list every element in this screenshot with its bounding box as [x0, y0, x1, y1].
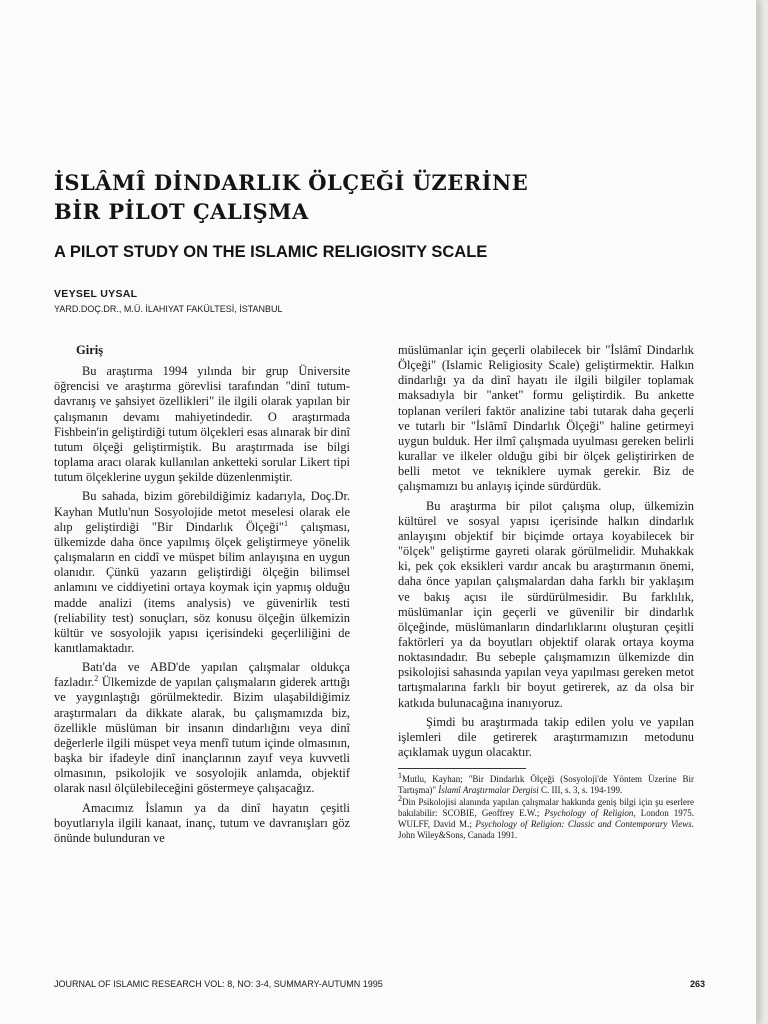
footnote-2: [398, 793, 695, 842]
footnote-ref: 1: [283, 518, 288, 528]
footnote-book-title: Psychology of Religion: Classic and Contemporary Views: [475, 819, 692, 830]
footnote-number: 1: [398, 771, 402, 781]
paragraph: Bu araştırma 1994 yılında bir grup Üniversite öğrencisi ve araştırma görevlisi tarafından "dinî tutum-davranış ve şahsiyet özellikleri" ile ilgili olarak yapılan bir çalışmanın devamı mahiyetindedir. O araştırmada Fishbein'in geliştirdiği tutum ölçekleri esas alınarak bir dinî tutum ölçeği geliştirmiştik. Bu araştırmada ise bilgi toplama aracı olarak kullanılan anketteki sorular Likert tipi tutum ölçeklerine uygun şekilde düzenlenmiştir.: [54, 364, 350, 485]
text-column-right: [398, 343, 694, 841]
paragraph: [54, 489, 350, 656]
footnote-ref: 2: [94, 674, 99, 684]
page-number: 263: [690, 979, 706, 989]
title-line-2: BİR PİLOT ÇALIŞMA: [54, 199, 309, 224]
footnote-text: Mutlu, Kayhan; "Bir Dindarlık Ölçeği (Sosyoloji'de Yöntem Üzerine Bir Tartışma)": [398, 774, 694, 796]
article-title-turkish: [54, 168, 694, 226]
article-title-english: A PILOT STUDY ON THE ISLAMIC RELIGIOSITY SCALE: [54, 243, 488, 261]
paragraph: Amacımız İslamın ya da dinî hayatın çeşitli boyutlarıyla ilgili kanaat, inanç, tutum ve davranışları göz önünde bulunduran ve: [54, 800, 350, 845]
paragraph-text: Batı'da ve ABD'de yapılan çalışmalar oldukça fazladır.: [54, 660, 350, 690]
journal-footer: JOURNAL OF ISLAMIC RESEARCH VOL: 8, NO: 3-4, SUMMARY-AUTUMN 1995: [54, 979, 383, 989]
footnote-text: , London 1975. WULFF, David M.;: [398, 807, 695, 830]
paragraph-text: çalışması, ülkemizde daha önce yapılmış ölçek geliştirmeye yönelik çalışmaların en ciddî ve müspet bilim anlayışına en uygun olanıdır. Çünkü yazarın geliştirdiği ölçeğin bilimsel anlamını ve ciddiyetini ortaya koymak için yapmış olduğu madde analizi (items analysis) ve güvenirlik testi (reliability test) sonuçları, söz konusu ölçeğin ülkemizin kültür ve sosyolojik yapısı içerisindeki geçerliliğini de kanıtlamaktadır.: [54, 519, 351, 655]
footnote-book-title: Psychology of Religion: [544, 807, 634, 818]
paragraph-text: Ülkemizde de yapılan çalışmaların giderek arttığı ve yaygınlaştığı görülmektedir. Bizim ulaşabildiğimiz araştırmaları da dikkate alarak, bu çalışmamızda biz, özellikle müslüman bir insanın dindarlığını veya dinî değerlerle ilgili müspet veya menfî tutum içinde olmasının, başka bir ifadeyle dinî inançlarının zayıf veya kuvvetli olmasının, psikolojik ve sosyolojik anlamda, objektif olarak nasıl ölçülebileceğini göstermeye çalışacağız.: [54, 675, 350, 796]
paragraph: Bu araştırma bir pilot çalışma olup, ülkemizin kültürel ve sosyal yapısı içerisinde halkın dindarlık anlayışını objektif bir biçimde ortaya koyabilecek bir "ölçek" geliştirme gayreti olarak görülmelidir. Muhakkak ki, pek çok eksikleri vardır ancak bu araştırmanın önemi, daha önce yapılan çalışmalardan daha farklı bir yaklaşım ve bakış açısı ile sürdürülmesidir. Bu farklılık, müslümanlar için geçerli ve güvenilir bir dindarlık ölçeğinde, müslümanların dindarlıklarını oluşturan çeşitli faktörleri ya da boyutları objektif olarak ortaya koyma noktasındadır. Bu sebeple çalışmamızın ülkemizde din psikolojisi sahasında yapılan veya yapılması gereken metot tartışmalarına farklı bir boyut getirerek, az da olsa bir katkıda bulunacağına inanıyoruz.: [398, 498, 694, 710]
section-heading: Giriş: [76, 343, 104, 357]
paragraph: müslümanlar için geçerli olabilecek bir "İslâmî Dindarlık Ölçeği" (Islamic Religiosity Scale) geliştirmektir. Halkın dindarlığı ya da dinî hayatı ile ilgili bilgiler toplamak maksadıyla bir "anket" formu geliştirdik. Bu ankette toplanan verileri faktör analizine tabi tutarak daha geçerli ve tutarlı bir "İslâmî Dindarlık Ölçeği" haline getirmeyi uygun bulduk. Her ilmî çalışmada uyulması gereken belirli kurallar ve ilkeler olduğu gibi bir ölçek geliştirirken de belli metot ve tekniklere uymak gerekir. Biz de çalışmamızı bu anlayış içinde sürdürdük.: [398, 343, 694, 494]
footnote-number: 2: [398, 793, 402, 803]
paragraph: Şimdi bu araştırmada takip edilen yolu ve yapılan işlemleri dile getirerek araştırmamızın metodunu açıklamak uygun olacaktır.: [398, 714, 694, 760]
footnote-text: C. III, s. 3, s. 194-199.: [538, 785, 623, 796]
paragraph: [54, 660, 350, 796]
footnote-divider: [398, 768, 526, 769]
footnote-journal: İslamî Araştırmalar Dergisi: [438, 785, 539, 796]
text-column-left: [54, 343, 350, 846]
paragraph-text: Bu sahada, bizim görebildiğimiz kadarıyla, Doç.Dr. Kayhan Mutlu'nun Sosyolojide metot meselesi olarak ele alıp geliştirdiği "Bir Dindarlık Ölçeği": [54, 489, 350, 534]
footnote-text: Din Psikolojisi alanında yapılan çalışmalar hakkında geniş bilgi için şu eserlere bakılabilir: SCOBIE, Geoffrey E.W.;: [398, 796, 694, 818]
author-affiliation: YARD.DOÇ.DR., M.Ü. İLAHIYAT FAKÜLTESİ, İSTANBUL: [54, 304, 283, 314]
author-name: VEYSEL UYSAL: [54, 288, 138, 300]
title-line-1: İSLÂMÎ DİNDARLIK ÖLÇEĞİ ÜZERİNE: [54, 170, 529, 195]
footnote-1: [398, 771, 694, 796]
footnote-text: . John Wiley&Sons, Canada 1991.: [398, 819, 695, 841]
